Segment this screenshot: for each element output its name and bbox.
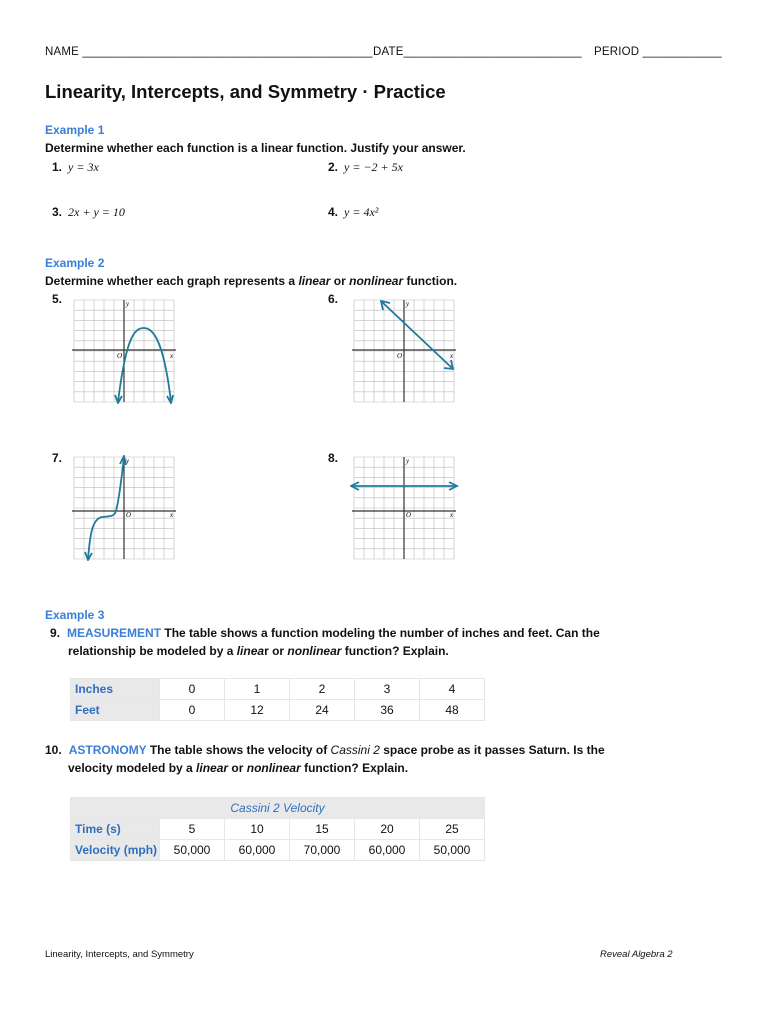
table-cell: 25 xyxy=(420,819,485,840)
table-cell: 48 xyxy=(420,700,485,721)
table-cell: 24 xyxy=(290,700,355,721)
example-1-instruction: Determine whether each function is a linear function. Justify your answer. xyxy=(45,141,466,155)
problem-1: 1. y = 3x xyxy=(52,160,99,174)
row-header-inches: Inches xyxy=(71,679,160,700)
graph-8-number: 8. xyxy=(328,451,339,465)
graph-5-parabola xyxy=(70,298,180,404)
table-cell: 50,000 xyxy=(160,840,225,861)
table-cell: 0 xyxy=(160,700,225,721)
page-title: Linearity, Intercepts, and Symmetry · Practice xyxy=(45,81,446,102)
x-axis-label: x xyxy=(450,511,454,519)
table-caption-row xyxy=(71,798,485,819)
table-row xyxy=(71,819,485,840)
origin-label: O xyxy=(126,511,132,519)
table-cell: 50,000 xyxy=(420,840,485,861)
graph-5-number: 5. xyxy=(52,292,63,306)
table-cell: 2 xyxy=(290,679,355,700)
x-axis-label: x xyxy=(170,511,174,519)
example-2-instruction: Determine whether each graph represents a linear or nonlinear function. xyxy=(45,274,458,288)
name-field[interactable]: NAME ____________________________________________ xyxy=(45,46,373,58)
graph-7-number: 7. xyxy=(52,451,63,465)
date-field[interactable]: DATE___________________________ xyxy=(373,46,582,58)
graph-7-cubic xyxy=(70,455,180,561)
table-cell: 1 xyxy=(225,679,290,700)
y-axis-label: y xyxy=(126,457,130,465)
cassini-velocity-table xyxy=(70,797,485,861)
table-cell: 20 xyxy=(355,819,420,840)
problem-9-text-line1: 9. MEASUREMENT The table shows a function modeling the number of inches and feet. Can the xyxy=(50,626,600,640)
problem-10-text-line2: velocity modeled by a linear or nonlinear function? Explain. xyxy=(68,761,409,775)
table-cell: 0 xyxy=(160,679,225,700)
table-cell: 12 xyxy=(225,700,290,721)
y-axis-label: y xyxy=(406,300,410,308)
origin-label: O xyxy=(406,511,412,519)
table-cell: 36 xyxy=(355,700,420,721)
parabola-curve xyxy=(118,328,171,402)
inches-feet-table xyxy=(70,678,485,721)
table-cell: 10 xyxy=(225,819,290,840)
x-axis-label: x xyxy=(170,352,174,360)
x-axis-label: x xyxy=(450,352,454,360)
table-cell: 60,000 xyxy=(225,840,290,861)
table-cell: 4 xyxy=(420,679,485,700)
problem-9-text-line2: relationship be modeled by a linear or nonlinear function? Explain. xyxy=(68,644,449,658)
y-axis-label: y xyxy=(406,457,410,465)
problem-3: 3. 2x + y = 10 xyxy=(52,205,125,219)
table-row xyxy=(71,679,485,700)
period-field[interactable]: PERIOD ____________ xyxy=(594,46,722,58)
footer-right: Reveal Algebra 2 xyxy=(600,949,673,960)
example-2-label: Example 2 xyxy=(45,256,105,270)
row-header-feet: Feet xyxy=(71,700,160,721)
table-caption: Cassini 2 Velocity xyxy=(71,798,485,819)
problem-4: 4. y = 4x² xyxy=(328,205,379,219)
graph-6-line xyxy=(350,298,460,404)
y-axis-label: y xyxy=(126,300,130,308)
row-header-time: Time (s) xyxy=(71,819,160,840)
row-header-velocity: Velocity (mph) xyxy=(71,840,160,861)
linear-line xyxy=(382,302,452,368)
problem-10-text-line1: 10. ASTRONOMY The table shows the velocity of Cassini 2 space probe as it passes Saturn. Is the xyxy=(45,743,605,757)
table-cell: 60,000 xyxy=(355,840,420,861)
graph-6-number: 6. xyxy=(328,292,339,306)
origin-label: O xyxy=(117,352,123,360)
example-1-label: Example 1 xyxy=(45,123,105,137)
origin-label: O xyxy=(397,352,403,360)
problem-2: 2. y = −2 + 5x xyxy=(328,160,403,174)
example-3-label: Example 3 xyxy=(45,608,105,622)
table-row xyxy=(71,840,485,861)
graph-8-horizontal-line xyxy=(350,455,460,561)
table-cell: 5 xyxy=(160,819,225,840)
table-row xyxy=(71,700,485,721)
table-cell: 70,000 xyxy=(290,840,355,861)
footer-left: Linearity, Intercepts, and Symmetry xyxy=(45,949,194,960)
table-cell: 15 xyxy=(290,819,355,840)
table-cell: 3 xyxy=(355,679,420,700)
